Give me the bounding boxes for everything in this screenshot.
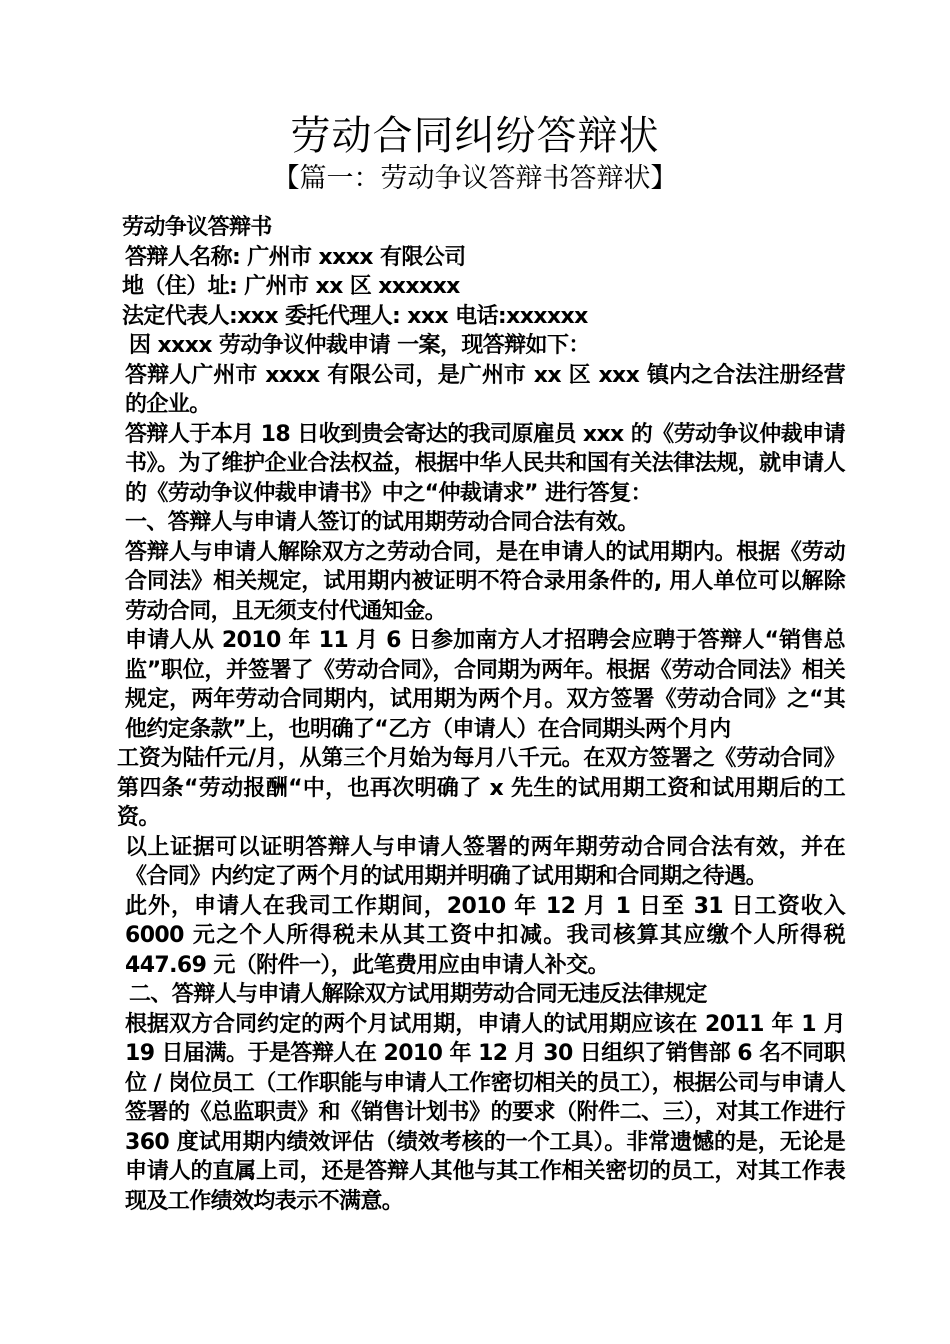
- body-paragraph: 工资为陆仟元/月，从第三个月始为每月八千元。在双方签署之《劳动合同》第四条“劳动报酬“中，也再次明确了 x 先生的试用期工资和试用期后的工资。: [117, 746, 845, 830]
- representative-line: 法定代表人:xxx 委托代理人: xxx 电话:xxxxxx: [122, 303, 588, 329]
- section-heading: 一、答辩人与申请人签订的试用期劳动合同合法有效。: [125, 510, 639, 535]
- body-paragraph: 申请人从 2010 年 11 月 6 日参加南方人才招聘会应聘于答辩人“销售总监”职位，并签署了《劳动合同》，合同期为两年。根据《劳动合同法》相关规定，两年劳动合同期内，试用期为两个月。双方签署《劳动合同》之“其他约定条款”上，也明确了“乙方（申请人）在合同期头两个月内: [125, 628, 845, 742]
- intro-paragraph: 因 xxxx 劳动争议仲裁申请 一案，现答辩如下：: [129, 333, 590, 358]
- body-paragraph: 以上证据可以证明答辩人与申请人签署的两年期劳动合同合法有效，并在《合同》内约定了两个月的试用期并明确了试用期和合同期之待遇。: [125, 834, 845, 889]
- body-paragraph: 答辩人广州市 xxxx 有限公司，是广州市 xx 区 xxx 镇内之合法注册经营的企业。: [125, 362, 845, 417]
- address-line: 地（住）址: 广州市 xx 区 xxxxxx: [122, 274, 460, 299]
- body-heading: 劳动争议答辩书: [122, 215, 272, 240]
- document-subtitle: 【篇一：劳动争议答辩书答辩状】: [272, 163, 678, 194]
- body-paragraph: 此外，申请人在我司工作期间，2010 年 12 月 1 日至 31 日工资收入 6000 元之个人所得税未从其工资中扣减。我司核算其应缴个人所得税 447.69 元（附件一），此笔费用应由申请人补交。: [125, 893, 845, 978]
- body-paragraph: 根据双方合同约定的两个月试用期，申请人的试用期应该在 2011 年 1 月 19 日届满。于是答辩人在 2010 年 12 月 30 日组织了销售部 6 名不同职位 / 岗位员工（工作职能与申请人工作密切相关的员工），根据公司与申请人签署的《总监职责》和《销售计划书》的要求（附件二、三），对其工作进行 360 度试用期内绩效评估（绩效考核的一个工具）。非常遗憾的是，无论是申请人的直属上司，还是答辩人其他与其工作相关密切的员工，对其工作表现及工作绩效均表示不满意。: [125, 1011, 845, 1214]
- body-paragraph: 答辩人与申请人解除双方之劳动合同，是在申请人的试用期内。根据《劳动合同法》相关规定，试用期内被证明不符合录用条件的, 用人单位可以解除劳动合同，且无须支付代通知金。: [125, 539, 845, 624]
- section-heading: 二、答辩人与申请人解除双方试用期劳动合同无违反法律规定: [129, 982, 707, 1007]
- document-body: [117, 213, 845, 1216]
- respondent-name-line: 答辩人名称: 广州市 xxxx 有限公司: [125, 244, 466, 270]
- document-title: 劳动合同纠纷答辩状: [290, 113, 660, 159]
- body-paragraph: 答辩人于本月 18 日收到贵会寄达的我司原雇员 xxx 的《劳动争议仲裁申请书》。为了维护企业合法权益，根据中华人民共和国有关法律法规，就申请人的《劳动争议仲裁申请书》中之“仲裁请求” 进行答复：: [125, 421, 845, 506]
